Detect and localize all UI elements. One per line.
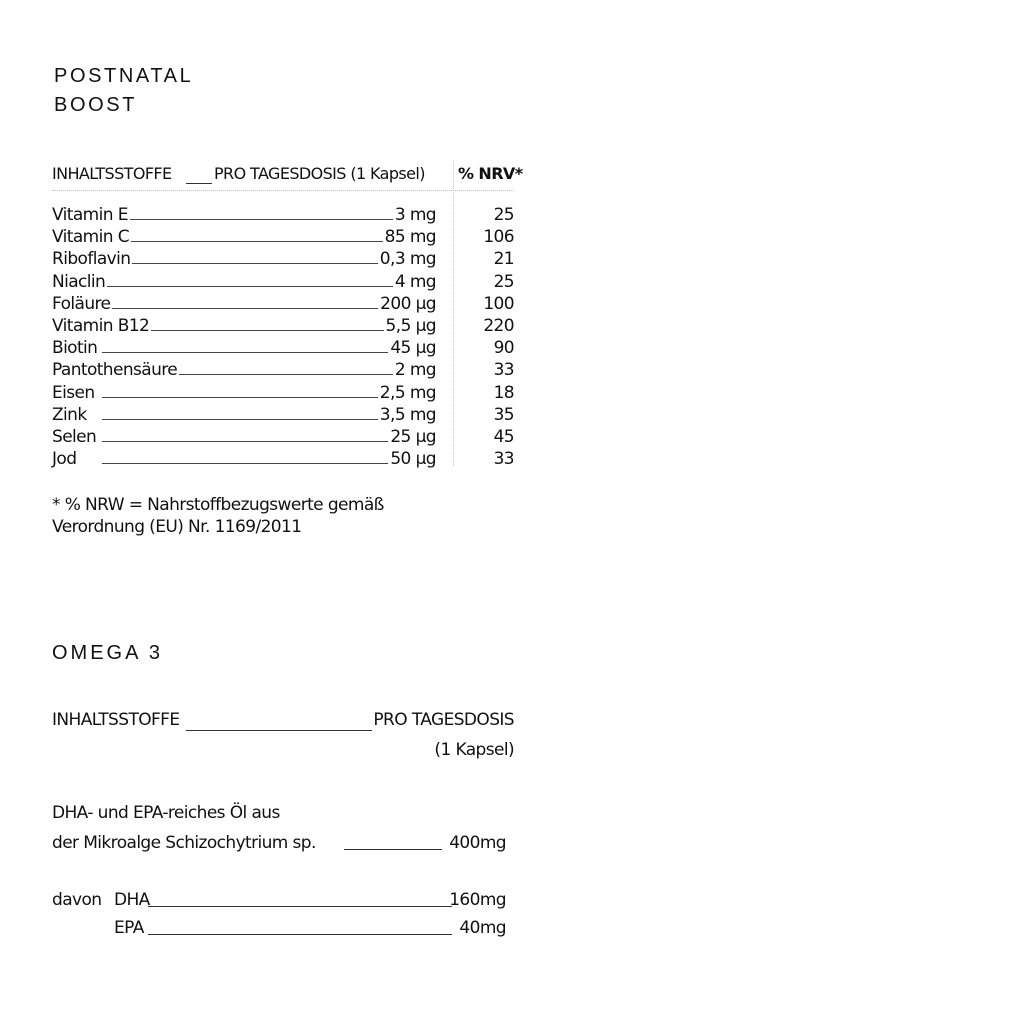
- ingredient-name: Vitamin C: [52, 227, 129, 248]
- footnote-line: * % NRW = Nahrstoffbezugswerte gemäß: [52, 495, 384, 515]
- table-row: [52, 293, 514, 315]
- ingredient-amount: 2 mg: [394, 360, 436, 381]
- header-capsule: (1 Kapsel): [434, 740, 514, 760]
- header-ingredients: INHALTSSTOFFE: [52, 710, 180, 730]
- header-leader-line: [186, 183, 212, 184]
- ingredient-nrv: 35: [493, 404, 514, 425]
- breakdown-prefix: davon: [52, 890, 102, 910]
- ingredient-nrv: 21: [493, 249, 514, 270]
- ingredient-name: Biotin: [52, 338, 98, 359]
- ingredient-nrv: 90: [493, 338, 514, 359]
- ingredient-name: Foläure: [52, 293, 111, 314]
- leader-line: [148, 906, 452, 907]
- header-per-dose: PRO TAGESDOSIS (1 Kapsel): [214, 164, 425, 183]
- ingredient-name: Eisen: [52, 382, 95, 403]
- ingredient-name: Pantothensäure: [52, 360, 178, 381]
- ingredient-nrv: 100: [483, 293, 514, 314]
- ingredient-name: Selen: [52, 426, 97, 447]
- leader-line: [148, 934, 452, 935]
- ingredient-nrv: 45: [493, 426, 514, 447]
- nutrient-table: [52, 160, 523, 470]
- header-ingredients: INHALTSSTOFFE: [52, 164, 172, 183]
- table-row: [52, 271, 514, 293]
- oil-row: [52, 828, 506, 858]
- leader-line: [102, 219, 436, 220]
- ingredient-name: Zink: [52, 404, 87, 425]
- ingredient-nrv: 106: [483, 227, 514, 248]
- ingredient-amount: 45 µg: [390, 338, 436, 359]
- ingredient-nrv: 33: [493, 449, 514, 470]
- ingredient-amount: 200 µg: [380, 293, 436, 314]
- ingredient-amount: 5,5 µg: [385, 315, 436, 336]
- breakdown-amount: 40mg: [459, 918, 506, 938]
- ingredient-amount: 3,5 mg: [379, 404, 436, 425]
- breakdown-name: DHA: [114, 890, 150, 910]
- header-nrv: % NRV*: [458, 164, 523, 183]
- table-rows: [52, 204, 514, 470]
- title-line: BOOST: [54, 94, 138, 116]
- section-title-postnatal-boost: [54, 62, 193, 120]
- table-row: [52, 315, 514, 337]
- leader-line: [102, 286, 436, 287]
- table-row: [52, 337, 514, 359]
- leader-line: [102, 352, 436, 353]
- table-row: [52, 226, 514, 248]
- ingredient-name: Niaclin: [52, 271, 106, 292]
- ingredient-name: Riboflavin: [52, 249, 131, 270]
- ingredient-name: Jod: [52, 449, 77, 470]
- table-row: [52, 359, 514, 381]
- table-row: [52, 404, 514, 426]
- ingredient-name: Vitamin E: [52, 205, 128, 225]
- header-leader-line: [186, 730, 372, 731]
- ingredient-nrv: 25: [493, 205, 514, 225]
- table-row: [52, 426, 514, 448]
- ingredient-amount: 0,3 mg: [379, 249, 436, 270]
- ingredient-amount: 85 mg: [384, 227, 436, 248]
- ingredient-nrv: 33: [493, 360, 514, 381]
- breakdown-name: EPA: [114, 918, 144, 938]
- table-row: [52, 382, 514, 404]
- ingredient-amount: 25 µg: [390, 426, 436, 447]
- ingredient-name: Vitamin B12: [52, 315, 150, 336]
- section-title-omega-3: OMEGA 3: [52, 642, 164, 664]
- table-row: [52, 204, 514, 226]
- ingredient-amount: 3 mg: [394, 205, 436, 225]
- oil-source: der Mikroalge Schizochytrium sp.: [52, 833, 316, 853]
- leader-line: [102, 463, 436, 464]
- oil-amount: 400mg: [449, 833, 506, 853]
- oil-ingredient: [52, 798, 506, 858]
- ingredient-nrv: 220: [483, 315, 514, 336]
- omega-table-header: [52, 710, 514, 770]
- oil-description-line: DHA- und EPA-reiches Öl aus: [52, 803, 280, 823]
- ingredient-amount: 4 mg: [394, 271, 436, 292]
- table-row: [52, 448, 514, 470]
- footnote-line: Verordnung (EU) Nr. 1169/2011: [52, 517, 302, 537]
- ingredient-amount: 2,5 mg: [379, 382, 436, 403]
- table-row: [52, 248, 514, 270]
- title-line: POSTNATAL: [54, 65, 194, 87]
- ingredient-nrv: 18: [493, 382, 514, 403]
- header-divider: [52, 190, 514, 191]
- breakdown-row: [52, 886, 506, 914]
- leader-line: [102, 441, 436, 442]
- omega-breakdown: [52, 886, 506, 942]
- breakdown-row: [52, 914, 506, 942]
- ingredient-nrv: 25: [493, 271, 514, 292]
- leader-line: [344, 849, 442, 850]
- breakdown-amount: 160mg: [449, 890, 506, 910]
- table-header: [52, 160, 522, 190]
- header-per-dose: PRO TAGESDOSIS: [373, 710, 514, 730]
- nrv-footnote: [52, 494, 384, 538]
- ingredient-amount: 50 µg: [390, 449, 436, 470]
